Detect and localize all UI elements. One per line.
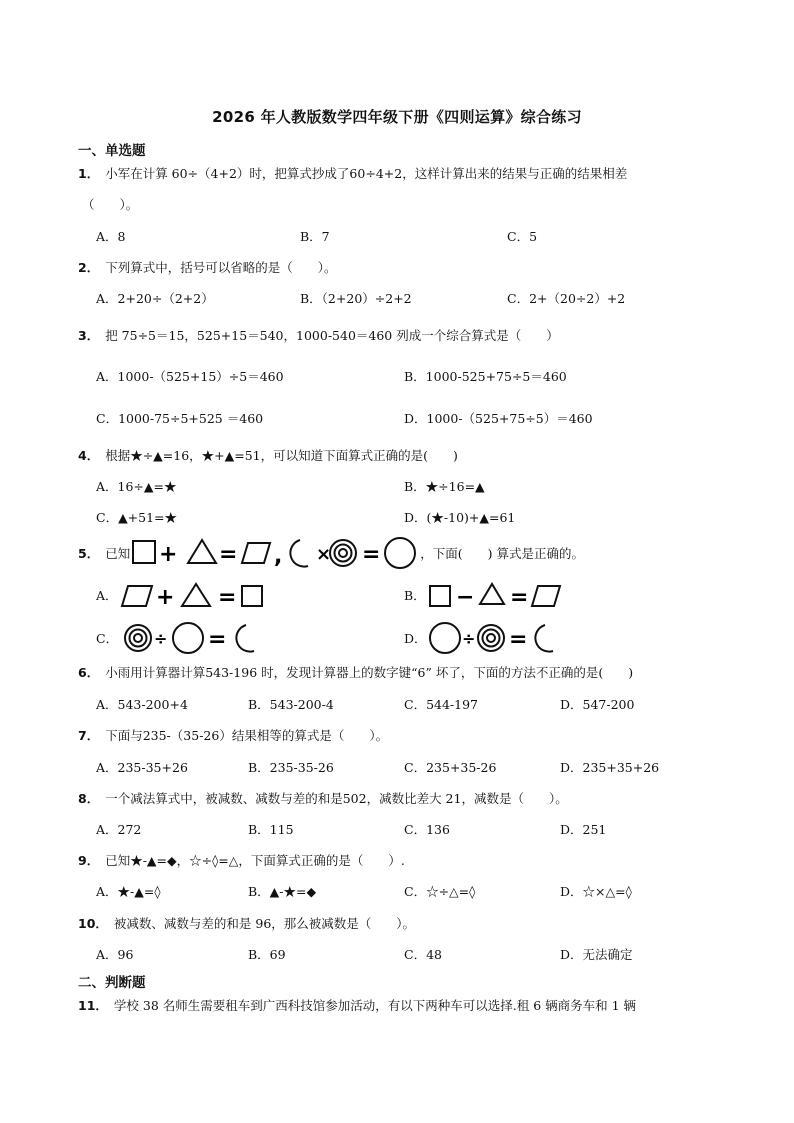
question-text: 被减数、减数与差的和是 96，那么被减数是（ ）。 — [113, 916, 416, 931]
question-1 — [78, 164, 627, 184]
equals-sign-icon: = — [217, 585, 236, 610]
option-a[interactable]: A．272 — [96, 822, 142, 837]
page-title: 2026 年人教版数学四年级下册《四则运算》综合练习 — [212, 108, 582, 126]
question-text: 小雨用计算器计算543-196 时，发现计算器上的数字键“6” 坏了，下面的方法不正确的是( ) — [105, 665, 634, 680]
question-text-pre: 已知 — [105, 546, 131, 561]
section-heading-true-false: 二、判断题 — [78, 975, 146, 991]
plus-sign-icon: + — [155, 585, 174, 610]
equals-sign-icon: = — [219, 542, 238, 567]
option-c[interactable]: C．235+35-26 — [404, 760, 497, 775]
option-b[interactable]: B．1000-525+75÷5＝460 — [404, 369, 567, 384]
question-9 — [78, 851, 405, 871]
option-d[interactable]: D．251 — [560, 822, 607, 837]
option-d[interactable]: D．☆×△=◊ — [560, 884, 632, 899]
comma-mark: , — [274, 544, 283, 569]
option-a-graphic — [118, 580, 268, 610]
question-number: 2． — [78, 260, 100, 275]
divide-sign-icon: ÷ — [154, 629, 168, 648]
equals-sign-icon: = — [508, 627, 527, 652]
parallelogram-icon — [532, 586, 560, 606]
circle-icon — [173, 623, 203, 653]
question-10 — [78, 914, 415, 934]
option-b[interactable] — [404, 580, 566, 610]
option-b[interactable]: B．235-35-26 — [248, 760, 334, 775]
option-d-graphic — [427, 622, 577, 654]
parallelogram-icon — [242, 543, 270, 563]
question-number: 6． — [78, 665, 100, 680]
question-number: 11． — [78, 998, 108, 1013]
triangle-icon — [182, 584, 210, 606]
question-text: 学校 38 名师生需要租车到广西科技馆参加活动，有以下两种车可以选择.租 6 辆商务车和 1 辆 — [113, 998, 637, 1013]
question-number: 8． — [78, 791, 100, 806]
option-d[interactable]: D．1000-（525+75÷5）＝460 — [404, 411, 593, 426]
triangle-icon — [188, 540, 216, 563]
shape-equations-graphic — [130, 536, 420, 570]
crescent-moon-icon — [236, 625, 254, 652]
section-heading-single-choice: 一、单选题 — [78, 143, 146, 159]
question-number: 3． — [78, 328, 100, 343]
question-number: 1． — [78, 166, 100, 181]
option-d[interactable]: D．547-200 — [560, 697, 635, 712]
option-a[interactable]: A．1000-（525+15）÷5＝460 — [96, 369, 284, 384]
circle-icon — [430, 623, 460, 653]
option-label: D． — [404, 631, 427, 646]
option-a[interactable]: A．16÷▲=★ — [96, 479, 177, 494]
plus-sign-icon: + — [159, 542, 178, 567]
option-c[interactable] — [96, 622, 278, 654]
square-icon — [133, 541, 155, 563]
question-number: 4． — [78, 448, 100, 463]
question-text: 下列算式中，括号可以省略的是（ ）。 — [105, 260, 337, 275]
option-a[interactable]: A．8 — [96, 229, 126, 244]
square-icon — [242, 586, 262, 606]
option-c[interactable]: C．5 — [507, 229, 538, 244]
question-11 — [78, 996, 636, 1016]
option-c[interactable]: C．☆÷△=◊ — [404, 884, 476, 899]
option-label: A． — [96, 588, 118, 603]
crescent-moon-icon — [291, 540, 309, 567]
option-c[interactable]: C．48 — [404, 947, 442, 962]
option-a[interactable]: A．2+20÷（2+2） — [96, 291, 214, 306]
question-text-post: ，下面( ) 算式是正确的。 — [420, 546, 584, 561]
question-text: 把 75÷5＝15，525+15＝540，1000-540＝460 列成一个综合算式是（ ） — [105, 328, 559, 343]
times-sign-icon: × — [316, 544, 332, 565]
equals-sign-icon: = — [362, 542, 381, 567]
option-d[interactable]: D．(★-10)+▲=61 — [404, 510, 516, 525]
question-number: 5． — [78, 546, 100, 561]
question-text: 一个减法算式中，被减数、减数与差的和是502，减数比差大 21，减数是（ ）。 — [105, 791, 568, 806]
option-c[interactable]: C．▲+51=★ — [96, 510, 178, 525]
option-b-graphic — [426, 580, 566, 610]
option-c[interactable]: C．544-197 — [404, 697, 479, 712]
option-b[interactable]: B．（2+20）÷2+2 — [300, 291, 412, 306]
option-a[interactable] — [96, 580, 268, 610]
question-text: 根据★÷▲=16，★+▲=51，可以知道下面算式正确的是( ) — [105, 448, 458, 463]
question-text: 下面与235-（35-26）结果相等的算式是（ ）。 — [105, 728, 389, 743]
question-2 — [78, 258, 336, 278]
equals-sign-icon: = — [509, 585, 529, 610]
option-c[interactable]: C．1000-75÷5+525 ＝460 — [96, 411, 264, 426]
minus-sign-icon: − — [455, 585, 475, 610]
option-b[interactable]: B．543-200-4 — [248, 697, 334, 712]
option-a[interactable]: A．235-35+26 — [96, 760, 188, 775]
question-number: 7． — [78, 728, 100, 743]
option-c-graphic — [118, 622, 278, 654]
option-label: C． — [96, 631, 119, 646]
circle-icon — [385, 538, 415, 568]
option-d[interactable] — [404, 622, 577, 654]
option-a[interactable]: A．543-200+4 — [96, 697, 188, 712]
question-number: 9． — [78, 853, 100, 868]
question-3 — [78, 326, 559, 346]
question-8 — [78, 789, 568, 809]
question-4 — [78, 446, 458, 466]
question-5 — [78, 536, 584, 570]
question-number: 10． — [78, 916, 108, 931]
option-b[interactable]: B．★÷16=▲ — [404, 479, 485, 494]
question-text: 小军在计算 60÷（4+2）时，把算式抄成了60÷4+2，这样计算出来的结果与正确的结果相差 — [105, 166, 628, 181]
option-c[interactable]: C．136 — [404, 822, 450, 837]
option-a[interactable]: A．96 — [96, 947, 134, 962]
option-b[interactable]: B．▲-★=◆ — [248, 884, 317, 899]
option-b[interactable]: B．69 — [248, 947, 286, 962]
question-7 — [78, 726, 388, 746]
equals-sign-icon: = — [208, 627, 227, 652]
square-icon — [430, 586, 450, 606]
option-b[interactable]: B．7 — [300, 229, 330, 244]
option-label: B． — [404, 588, 426, 603]
option-d[interactable]: D．235+35+26 — [560, 760, 660, 775]
question-6 — [78, 663, 633, 683]
crescent-moon-icon — [535, 625, 553, 652]
option-a[interactable]: A．★-▲=◊ — [96, 884, 161, 899]
parallelogram-icon — [122, 586, 152, 606]
option-b[interactable]: B．115 — [248, 822, 294, 837]
divide-sign-icon: ÷ — [461, 629, 475, 648]
option-d[interactable]: D．无法确定 — [560, 947, 633, 962]
question-1-continuation: （ ）。 — [82, 197, 139, 212]
triangle-icon — [480, 584, 504, 604]
question-text: 已知★-▲=◆，☆÷◊=△，下面算式正确的是（ ）. — [105, 853, 405, 868]
option-c[interactable]: C．2+（20÷2）+2 — [507, 291, 626, 306]
